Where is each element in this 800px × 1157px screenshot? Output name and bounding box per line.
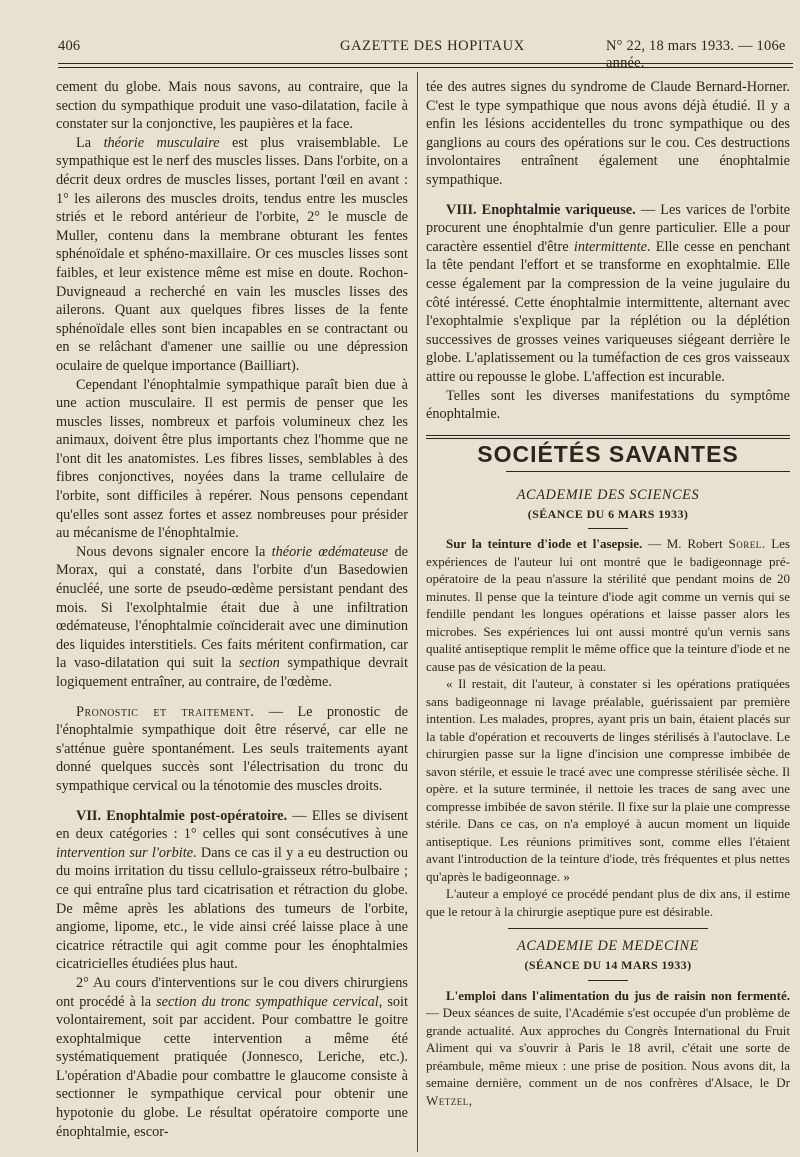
paragraph: cement du globe. Mais nous savons, au contraire, que la section du sympathique produit une vaso-dilatation, facile à constater sur la conjonctive, les paupières et la face. (56, 79, 408, 133)
paragraph: Nous devons signaler encore la théorie œdémateuse de Morax, qui a constaté, dans l'orbite d'un Basedowien énucléé, une sorte de pseudo-œdème persistant pendant des mois. Si l'exolphtalmie était due à une infiltration œdémateuse, l'énophtalmie coïnciderait avec une diminution des liquides interstitiels. Ces faits méritent confirmation, car la vaso-dilatation qui suit la section sympathique devrait logiquement entraîner, au contraire, de l'œdème. (56, 543, 409, 690)
academy-title: ACADEMIE DE MEDECINE (517, 938, 699, 955)
paragraph: « Il restait, dit l'auteur, à constater si les opérations pratiquées sans badigeonnage ni lavage préalable, guérissaient par première intention. Les malades, propres, ayant pris un bain, étaient placés sur la table d'opération et recouverts de linges stérilisés à l'autoclave. Le chirurgien passe sur la ligne d'incision une compresse imbibée de savon stérile, et essuie le tracé avec une compresse stérilisée sèche. Il opère. et la suture terminée, il nettoie les traces de sang avec une compresse imbibée de savon stérile. Il fixe sur la plaie une compresse stérile. Dans ce cas, on n'a employé à aucun moment un liquide antiseptique. Les réunions primitives sont, comme elles l'étaient avant l'introduction de la teinture d'iode, très fréquentes et plus nettes qu'après le badigeonnage. » (426, 676, 790, 884)
session-date: (SÉANCE DU 14 MARS 1933) (524, 958, 692, 973)
issue-info: N° 22, 18 mars 1933. — 106e année. (606, 38, 786, 71)
paragraph: 2° Au cours d'interventions sur le cou divers chirurgiens ont procédé à la section du tronc sympathique cervical, soit volontairement, soit par accident. Pour combattre le goitre exophtalmique cette intervention a même été systématiquement pratiquée (Jonnesco, Leriche, etc.). L'opération d'Abadie pour combattre le glaucome consiste à sectionner le sympathique cervical pour obtenir une hypotonie du globe. Le résultat opératoire comporte une énophtalmie, escor- (56, 974, 408, 1140)
journal-title: GAZETTE DES HOPITAUX (340, 38, 525, 54)
section-title: SOCIÉTÉS SAVANTES (477, 440, 739, 467)
session-date: (SÉANCE DU 6 MARS 1933) (527, 506, 689, 521)
right-column (426, 78, 790, 1109)
left-column (56, 78, 408, 1141)
short-rule (588, 528, 628, 529)
column-divider (417, 72, 418, 1152)
paragraph: Sur la teinture d'iode et l'asepsie. — M. Robert Sorel. Les expériences de l'auteur lui ont montré que le badigeonnage pré-opératoire de la peau n'assure la stérilité que pendant moins de 20 minutes. Il pense que la teinture d'iode agit comme un vernis qui se fendille pendant les longues opérations et laisse passer alors les microbes. Ses expériences lui ont aussi montré qu'un vernis sans qualité antiseptique remplit le même office que la teinture d'iode et ne cause pas de vésication de la peau. (426, 536, 790, 674)
academy-title: ACADEMIE DES SCIENCES (516, 487, 700, 504)
paragraph: Pronostic et traitement. — Le pronostic de l'énophtalmie sympathique doit être réservé, car elle ne s'atténue guère spontanément. Les seuls traitements ayant donné quelques succès sont l'électrisation du tronc du sympathique cervical ou la ténotomie des muscles droits. (56, 703, 408, 794)
paragraph: VII. Enophtalmie post-opératoire. — Elles se divisent en deux catégories : 1° celles qui sont consécutives à une intervention sur l'orbite. Dans ce cas il y a eu destruction ou du moins irritation du tissu cellulo-graisseux rétro-bulbaire ; ce qui entraîne plus tard cicatrisation et rétraction du globe. De même après les ablations des tumeurs de l'orbite, angiome, lipome, etc., le vide ainsi créé laisse place à une cicatrice rétractile qui agit comme pour les énophtalmies cicatricielles étudiées plus haut. (56, 807, 408, 973)
paragraph: Cependant l'énophtalmie sympathique paraît bien due à une action musculaire. Il est permis de penser que les muscles lisses, nombreux et parfois volumineux chez les animaux, doivent être plus importants chez l'homme que ne l'ont dit les anatomistes. Les fibres lisses, semblables à des fibres conjonctives, noyées dans la trame cellulaire de l'orbite, sont difficiles à repérer. Nous pensons cependant qu'elles sont assez fortes et assez nombreuses pour présider au mécanisme de l'énophtalmie. (56, 376, 408, 542)
short-rule (588, 980, 628, 981)
academy-rule (508, 928, 708, 929)
paragraph: VIII. Enophtalmie variqueuse. — Les varices de l'orbite procurent une énophtalmie d'un genre particulier. Elle a pour caractère essentiel d'être intermittente. Elle cesse en penchant la tête pendant l'effort et se transforme en exophtalmie. Elle cesse également par la compression de la veine jugulaire du côté intéressé. Cette énophtalmie intermittente, alternant avec l'exophtalmie s'explique par la réplétion ou la déplétion successives de grosses veines variqueuses siégeant derrière le globe. L'aplatissement ou la tuméfaction de ces gros vaisseaux attire ou repousse le globe. L'affection est incurable. (426, 201, 791, 385)
paragraph: L'emploi dans l'alimentation du jus de raisin non fermenté. — Deux séances de suite, l'Académie s'est occupée d'un problème de grande actualité. Aux approches du Congrès International du Fruit Aliment qui va s'ouvrir à Paris le 18 avril, c'était une sorte de préambule, même mieux : une prise de position. Nous avons dit, la semaine dernière, comment un de nos confrères d'Alsace, le Dr Wetzel, (426, 987, 790, 1108)
page-number: 406 (58, 38, 81, 54)
paragraph: L'auteur a employé ce procédé pendant plus de dix ans, il estime que le retour à la chirurgie aseptique pure est désirable. (426, 886, 790, 919)
section-rule-2 (426, 438, 790, 439)
header-rule (58, 63, 793, 64)
paragraph: La théorie musculaire est plus vraisemblable. Le sympathique est le nerf des muscles lisses. Dans l'orbite, on a décrit deux ordres de muscles lisses, portant l'œil en avant : 1° les ailerons des muscles droits, tendus entre les muscles striés et le rebord antérieur de l'orbite, 2° le muscle de Muller, contenu dans la membrane obturant les fentes sphénoïdale et sphéno-maxillaire. Or ces muscles lisses sont faibles, et leur existence même est mise en doute. Rochon-Duvigneaud a recherché en vain les muscles lisses des ailerons. Quant aux quelques fibres lisses de la fente sphénoïdale elles sont bien incapables en se contractant ou en se relâchant d'amener une saillie ou une dépression oculaire de quelque importance (Bailliart). (56, 134, 409, 374)
page-header (58, 38, 793, 71)
header-rule-2 (58, 67, 793, 68)
paragraph: tée des autres signes du syndrome de Claude Bernard-Horner. C'est le type sympathique que nous avons déjà étudié. Il y a enfin les lésions accidentelles du tronc sympathique ou des ganglions au cours des opérations sur le cou. Ces destructions involontaires entraînent également une énophtalmie sympathique. (426, 79, 790, 188)
paragraph: Telles sont les diverses manifestations du symptôme énophtalmie. (426, 387, 790, 423)
